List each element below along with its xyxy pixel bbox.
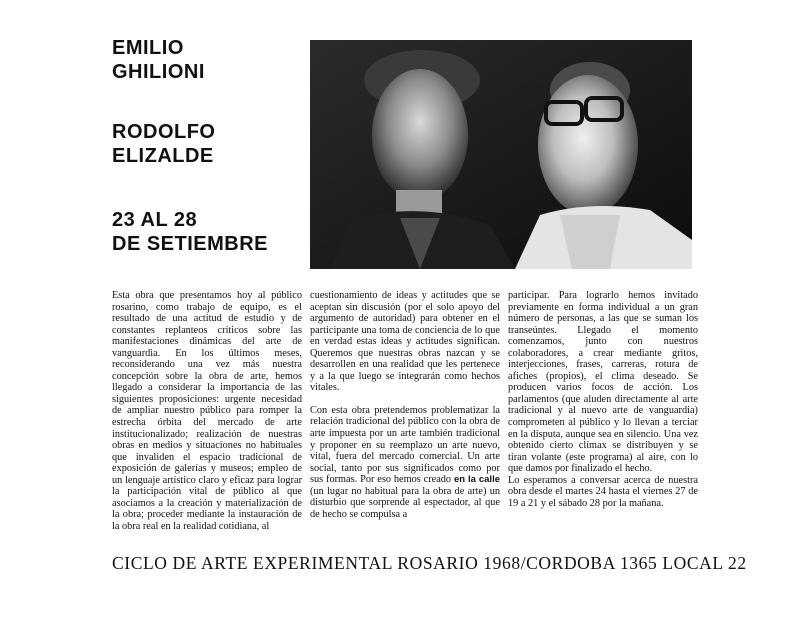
column-2-paragraph-2-start: Con esta obra pretendemos problematizar la relación tradicional del público con la obra de arte impuesta por un arte también tradicional y proponer en su reemplazo un arte nuevo, vital, fuera del mercado comercial. Un arte social, tanto por sus significados como por sus formas. Por eso hemos creado	[310, 404, 500, 486]
artist-name-1-line-2: GHILIONI	[112, 61, 205, 83]
column-3-paragraph-2: Lo esperamos a conversar acerca de nuestra obra desde el martes 24 hasta el viernes 27 de 19 a 21 y el sábado 28 por la mañana.	[508, 474, 698, 509]
artist-name-1	[112, 36, 205, 84]
body-column-1	[112, 290, 302, 532]
artist-name-1-line-1: EMILIO	[112, 37, 184, 59]
column-2-paragraph-1: cuestionamiento de ideas y actitudes que se aceptan sin discusión (por el solo apoyo del argumento de autoridad) para obtener en el participante una toma de conciencia de lo que en verdad estas ideas y actitudes significan. Queremos que nuestras obras nazcan y se desarrollen en una realidad que les pertenece y a la que luego se integrarán como hechos vitales.	[310, 290, 500, 394]
footer-venue-line: CICLO DE ARTE EXPERIMENTAL ROSARIO 1968/CORDOBA 1365 LOCAL 22	[112, 553, 747, 573]
event-dates-line-2: DE SETIEMBRE	[112, 233, 269, 255]
column-2-paragraph-2	[310, 405, 500, 520]
artist-name-2-line-1: RODOLFO	[112, 121, 216, 143]
body-column-3	[508, 290, 698, 509]
event-dates-line-1: 23 AL 28	[112, 209, 198, 231]
column-2-paragraph-2-end: (un lugar no habitual para la obra de arte) un disturbio que sorprende al espectador, al que de hecho se compulsa a	[310, 485, 500, 520]
column-1-paragraph: Esta obra que presentamos hoy al público rosarino, como trabajo de equipo, es el resultado de una actitud de estudio y de constantes replanteos críticos sobre las manifestaciones dinámicas del arte de vanguardia. En los últimos meses, reconsiderando una vez más nuestra concepción sobre la obra de arte, hemos llegado a considerar la importancia de las siguientes proposiciones: urgente necesidad de ampliar nuestro público para romper la estrecha órbita del mercado de arte institucionalizado; realización de nuestras obras en medios y situaciones no habituales que invaliden el espacio tradicional de exposición de galerías y museos; empleo de un lenguaje artístico claro y eficaz para lograr la participación vital de público al que asociamos a la creación y materialización de la obra; proceder mediante la instauración de la obra real en la realidad cotidiana, al	[112, 290, 302, 532]
artist-name-2-line-2: ELIZALDE	[112, 145, 214, 167]
artists-photo	[310, 40, 692, 269]
en-la-calle-emphasis: en la calle	[453, 474, 500, 486]
column-3-paragraph-1: participar. Para lograrlo hemos invitado previamente en forma individual a un gran número de personas, a las que se suman los transeúntes. Llegado el momento comenzamos, junto con nuestros colaboradores, a crear mediante gritos, interjecciones, frases, carreras, rotura de afiches (propios), el clima deseado. Se producen varios focos de acción. Los parlamentos (que aluden directamente al arte tradicional y al nuevo arte de vanguardia) comprometen al público y lo llevan a terciar en la disputa, aunque sea en silencio. Una vez obtenido cierto clímax se distribuyen y se tiran volante (este programa) al aire, con lo que damos por finalizado el hecho.	[508, 290, 698, 475]
body-column-2	[310, 290, 500, 520]
artist-name-2	[112, 120, 216, 168]
event-dates	[112, 208, 268, 256]
